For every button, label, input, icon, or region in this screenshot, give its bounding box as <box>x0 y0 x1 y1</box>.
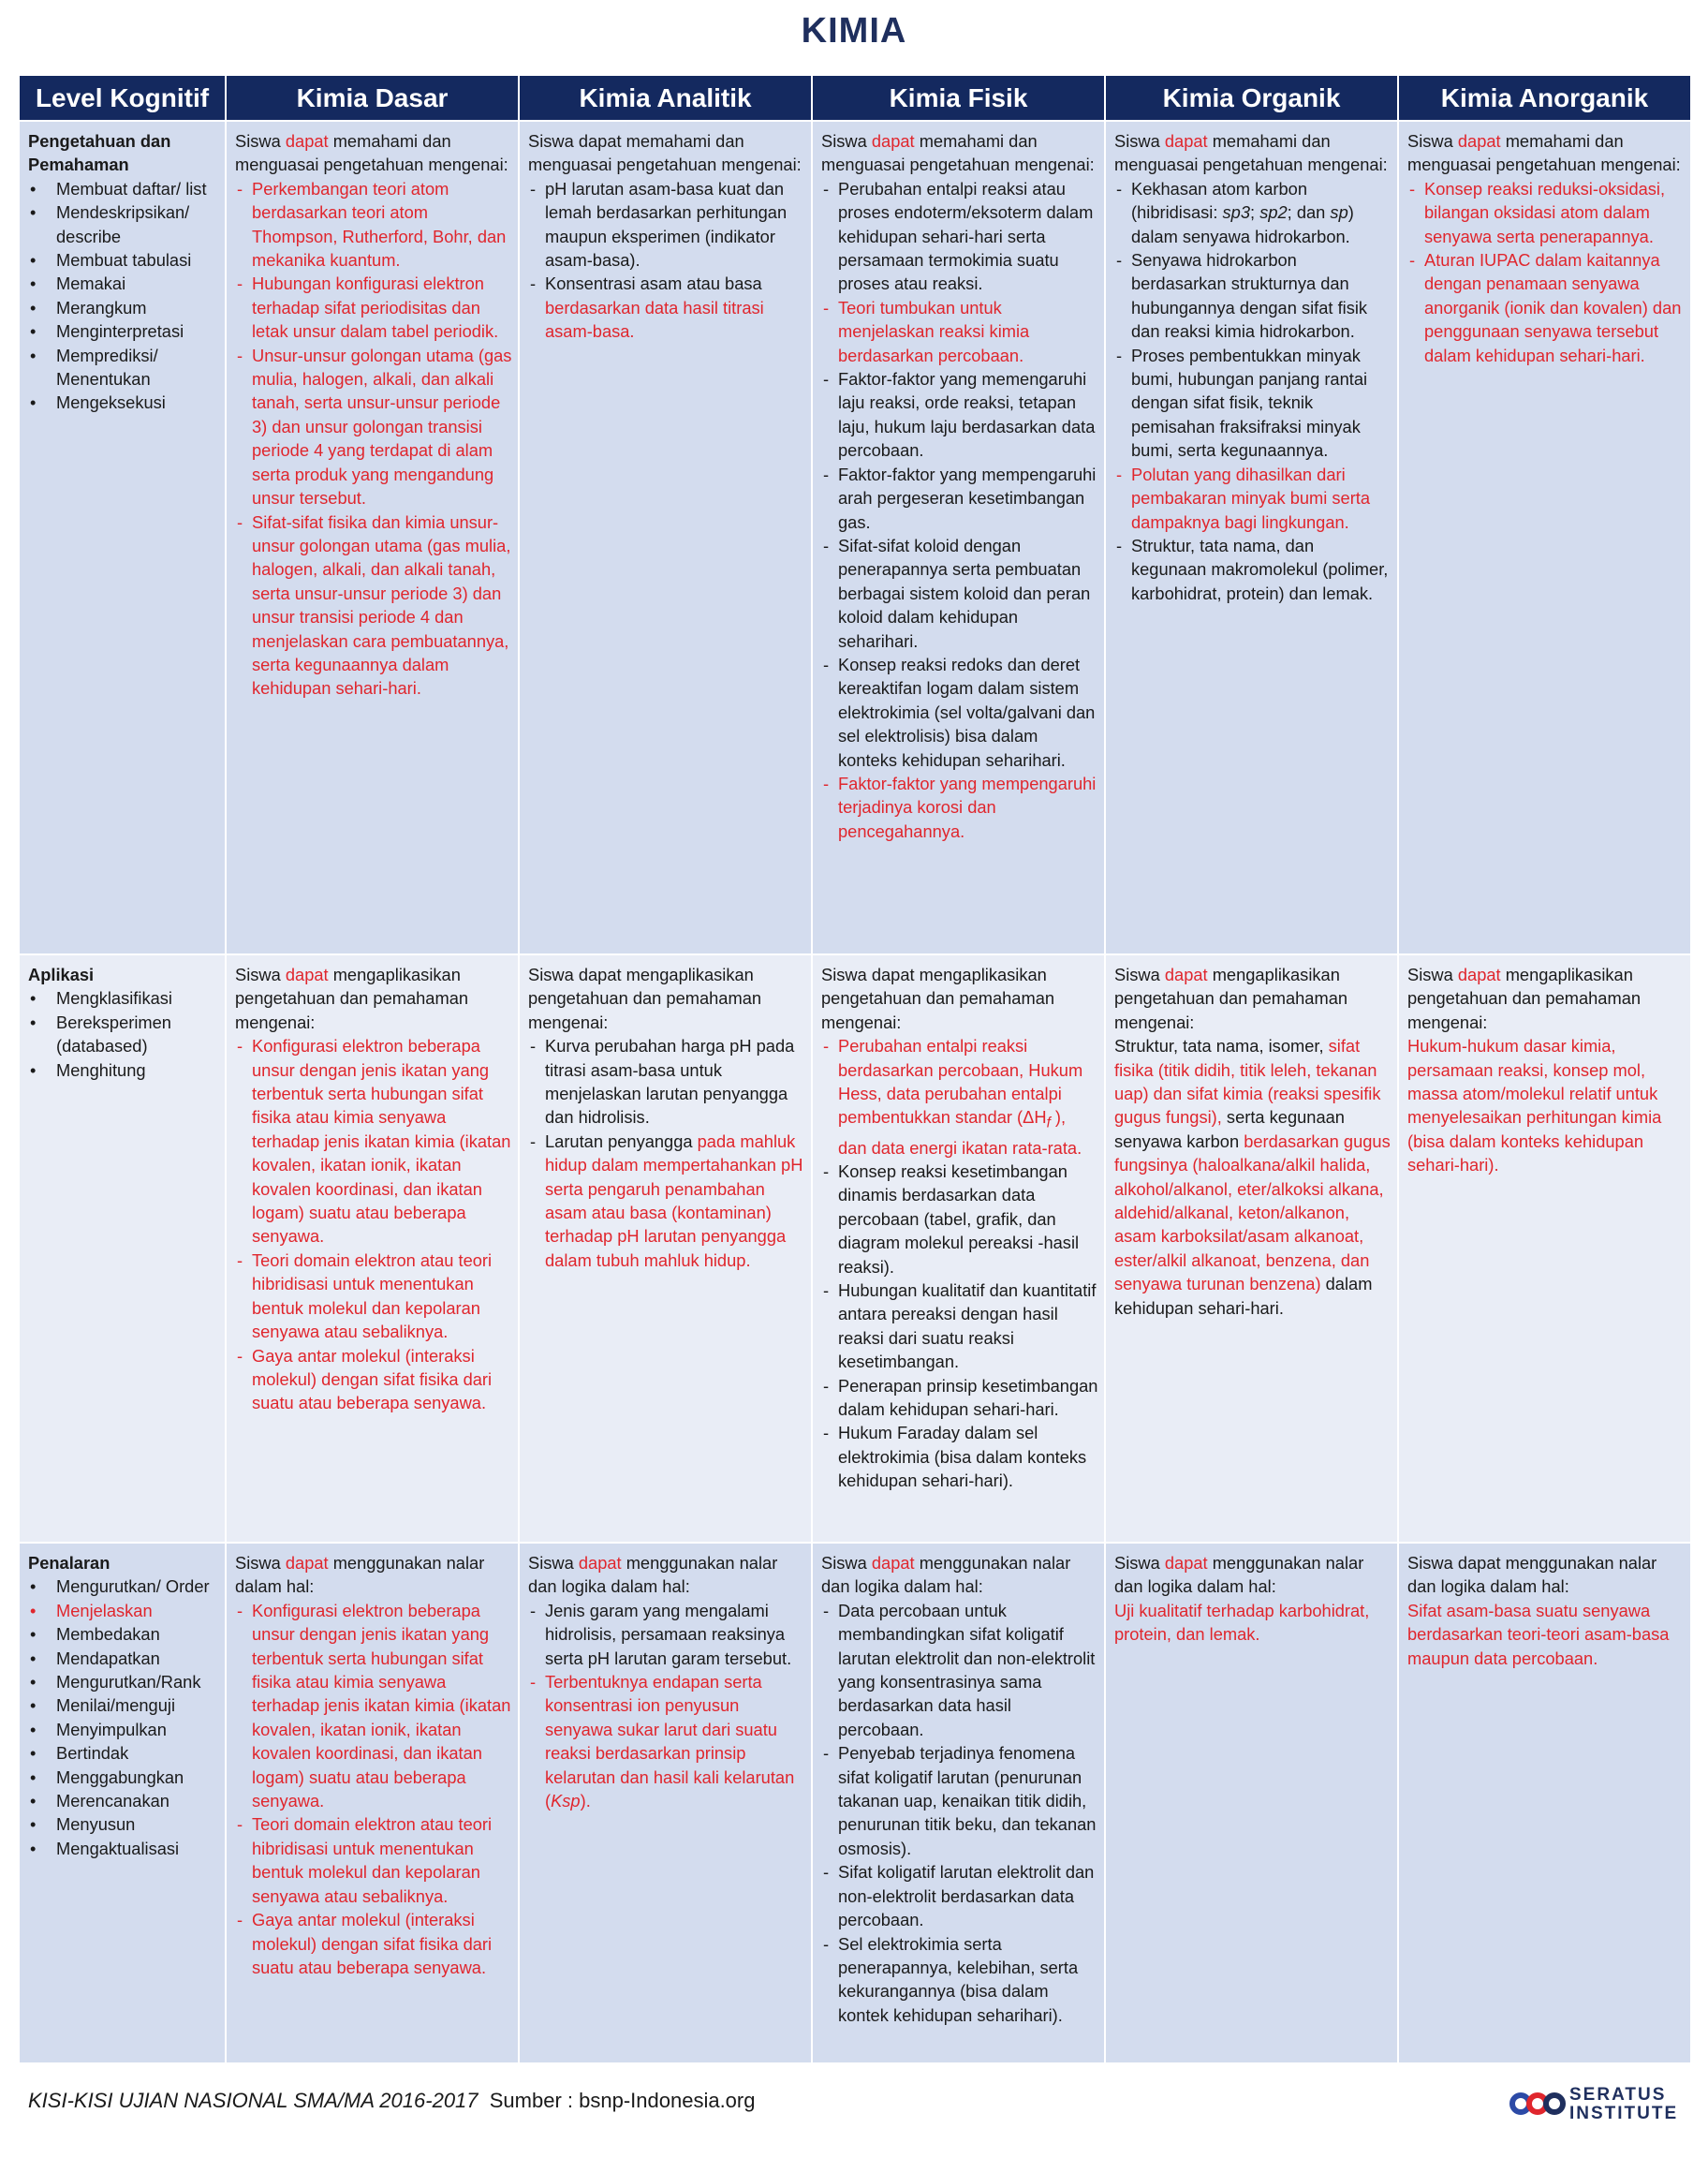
cell-item <box>528 1670 805 1812</box>
text-run: Hubungan konfigurasi elektron terhadap <box>252 273 484 318</box>
text-run: Data percobaan untuk membandingkan sifat koligatif larutan elektrolit dan non-elektrolit yang konsentrasinya sama berdasarkan data hasil percobaan. <box>838 1600 1096 1739</box>
text-run: sifat periodisitas dan letak unsur dalam tabel periodik. <box>252 297 499 342</box>
level-cell <box>19 1543 226 2063</box>
cell-intro <box>528 1551 805 1599</box>
level-item: • Memakai <box>28 272 219 295</box>
level-item: • Membuat daftar/ list <box>28 177 219 200</box>
italic-text: f <box>1046 1116 1051 1132</box>
text-run: sifat fisika (titik didih, titik leleh, tekanan uap) dan sifat kimia (reaksi spesifik gugus fungsi), <box>1114 1036 1381 1128</box>
cell-item <box>1114 177 1391 248</box>
text-run: Siswa <box>1114 1553 1165 1573</box>
cell-intro <box>528 129 805 177</box>
text-run: dapat <box>285 131 329 151</box>
text-run: Siswa dapat mengaplikasikan pengetahuan dan pemahaman mengenai: <box>821 965 1055 1032</box>
level-item: • Memprediksi/ Menentukan <box>28 344 219 392</box>
text-run: dapat <box>1164 131 1208 151</box>
level-item: • Menggabungkan <box>28 1766 219 1789</box>
cell-kimia-dasar <box>226 954 519 1543</box>
text-run: dapat <box>1457 965 1501 984</box>
level-item: • Merencanakan <box>28 1789 219 1812</box>
cell-item <box>528 272 805 343</box>
text-run: Penyebab terjadinya fenomena sifat koligatif larutan (penurunan takanan uap, kenaikan titik didih, penurunan titik beku, dan tekanan osmosis). <box>838 1743 1097 1858</box>
cell-item <box>235 177 512 273</box>
cell-body <box>1114 1034 1391 1320</box>
level-item: • Mengklasifikasi <box>28 986 219 1010</box>
cell-kimia-fisik <box>812 121 1105 954</box>
text-run: menggunakan nalar dan logika dalam hal: <box>1114 1553 1364 1597</box>
cell-item <box>821 367 1098 463</box>
kisi-table <box>18 74 1692 2064</box>
cell-body <box>1407 1599 1685 1670</box>
cell-items <box>821 1034 1098 1492</box>
cell-item <box>235 1344 512 1415</box>
table-row <box>19 1543 1691 2063</box>
header-kimia-organik: Kimia Organik <box>1105 75 1398 121</box>
text-run: prinsip kelarutan dan hasil kali kelarutan ( <box>545 1743 795 1811</box>
level-item: • Menyimpulkan <box>28 1718 219 1741</box>
footer-exam-title: KISI-KISI UJIAN NASIONAL SMA/MA 2016-2017 <box>28 2089 479 2112</box>
level-item: • Bertindak <box>28 1741 219 1765</box>
level-cell <box>19 121 226 954</box>
cell-item <box>235 1249 512 1344</box>
cell-kimia-anorganik <box>1398 121 1691 954</box>
table-row <box>19 954 1691 1543</box>
level-item: • Membuat tabulasi <box>28 248 219 272</box>
text-run: ), dan data energi ikatan rata-rata. <box>838 1107 1082 1158</box>
cell-kimia-anorganik <box>1398 1543 1691 2063</box>
text-run: ; <box>1250 202 1260 223</box>
text-run: Teori tumbukan untuk menjelaskan reaksi kimia berdasarkan percobaan. <box>838 297 1030 365</box>
cell-item <box>821 296 1098 367</box>
text-run: Kurva perubahan harga pH pada titrasi asam-basa untuk menjelaskan larutan penyangga dan hidrolisis. <box>545 1036 795 1128</box>
text-run: Aturan IUPAC dalam kaitannya dengan penamaan senyawa anorganik (ionik dan kovalen) dan penggunaan senyawa tersebut dalam kehidupan sehari-hari. <box>1424 250 1682 365</box>
cell-item <box>1114 248 1391 344</box>
logo-line-2: INSTITUTE <box>1569 2104 1679 2123</box>
header-kimia-dasar: Kimia Dasar <box>226 75 519 121</box>
text-run: dapat <box>285 1553 329 1573</box>
text-run: Senyawa hidrokarbon berdasarkan strukturnya dan hubungannya dengan sifat fisik dan reaksi kimia hidrokarbon. <box>1131 250 1368 342</box>
text-run: menggunakan nalar dan logika dalam hal: <box>821 1553 1071 1597</box>
header-level-kognitif: Level Kognitif <box>19 75 226 121</box>
header-row <box>19 75 1691 121</box>
cell-kimia-organik <box>1105 121 1398 954</box>
level-item: • Menjelaskan <box>28 1599 219 1622</box>
text-run: Siswa <box>235 1553 286 1573</box>
level-item: • Mengurutkan/Rank <box>28 1670 219 1693</box>
text-run: Polutan yang dihasilkan dari pembakaran minyak bumi serta dampaknya bagi lingkungan. <box>1131 464 1371 532</box>
text-run: dalam kehidupan sehari-hari. <box>1114 1274 1373 1318</box>
text-run <box>1223 202 1250 222</box>
text-run: Siswa <box>235 965 286 984</box>
text-run: Teori domain elektron atau teori hibridisasi untuk menentukan bentuk molekul dan kepolaran senyawa atau sebaliknya. <box>252 1814 493 1906</box>
text-run: Siswa dapat menggunakan nalar dan logika dalam hal: <box>1407 1553 1657 1597</box>
cell-item <box>821 1741 1098 1860</box>
text-run: berdasarkan gugus fungsinya (haloalkana/alkil halida, alkohol/alkanol, eter/alkoksi alkana, aldehid/alkanal, keton/alkanon, asam karboksilat/asam alkanoat, ester/alkil alkanoat, benzena, dan senyawa turunan benzena) <box>1114 1131 1391 1294</box>
cell-item <box>235 510 512 701</box>
cell-item <box>235 272 512 343</box>
page-title: KIMIA <box>801 11 907 51</box>
cell-items <box>821 1599 1098 2027</box>
cell-item <box>1114 463 1391 534</box>
cell-kimia-fisik <box>812 954 1105 1543</box>
cell-kimia-dasar <box>226 121 519 954</box>
text-run: ) dalam senyawa hidrokarbon. <box>1131 202 1354 246</box>
cell-item <box>821 1932 1098 2028</box>
text-run: Kekhasan atom karbon (hibridisasi: <box>1131 178 1308 223</box>
cell-intro <box>235 129 512 177</box>
cell-body <box>1114 1599 1391 1647</box>
cell-item <box>821 1860 1098 1931</box>
cell-item <box>821 177 1098 296</box>
header-kimia-anorganik: Kimia Anorganik <box>1398 75 1691 121</box>
text-run: dapat <box>578 1553 622 1573</box>
text-run: Hukum-hukum dasar kimia, persamaan reaksi, konsep mol, massa atom/molekul relatif untuk menyelesaikan perhitungan kimia (bisa dalam konteks kehidupan sehari-hari). <box>1407 1036 1662 1175</box>
text-run: Unsur-unsur golongan utama (gas mulia, halogen, alkali, dan alkali tanah, serta unsur-unsur periode 3) dan unsur golongan transisi periode 4 yang terdapat di alam serta produk yang mengandung unsur tersebut. <box>252 345 512 509</box>
text-run: Sel elektrokimia serta penerapannya, kelebihan, serta kekurangannya (bisa dalam kontek kehidupan seharihari). <box>838 1933 1079 2025</box>
table-row <box>19 121 1691 954</box>
cell-items <box>1114 177 1391 605</box>
cell-item <box>235 1908 512 1979</box>
text-run <box>551 1791 581 1811</box>
logo-rings-icon <box>1509 2087 1566 2121</box>
cell-intro <box>528 963 805 1034</box>
header-kimia-fisik: Kimia Fisik <box>812 75 1105 121</box>
level-title: Pengetahuan dan Pemahaman <box>28 131 171 175</box>
text-run: Siswa <box>821 1553 872 1573</box>
text-run: Gaya antar molekul (interaksi molekul) dengan sifat fisika dari suatu atau beberapa senyawa. <box>252 1345 493 1413</box>
cell-items <box>821 177 1098 843</box>
text-run: Penerapan prinsip kesetimbangan dalam kehidupan sehari-hari. <box>838 1375 1098 1419</box>
level-title: Penalaran <box>28 1553 110 1573</box>
cell-intro <box>1407 963 1685 1034</box>
cell-intro <box>1114 129 1391 177</box>
text-run: Jenis garam yang mengalami hidrolisis, persamaan reaksinya serta pH larutan garam tersebut. <box>545 1600 792 1668</box>
cell-intro <box>1114 1551 1391 1599</box>
seratus-institute-logo <box>1509 2085 1678 2122</box>
level-item: • Mendeskripsikan/ describe <box>28 200 219 248</box>
text-run: Konsep reaksi redoks dan deret kereaktifan logam dalam sistem elektrokimia (sel volta/galvani dan sel elektrolisis) bisa dalam konteks kehidupan seharihari. <box>838 654 1096 770</box>
cell-kimia-dasar <box>226 1543 519 2063</box>
text-run: Faktor-faktor yang mempengaruhi terjadinya korosi dan pencegahannya. <box>838 773 1097 841</box>
text-run: dapat <box>1164 965 1208 984</box>
text-run: mengaplikasikan pengetahuan dan pemahaman mengenai: <box>1407 965 1642 1032</box>
level-item: • Mendapatkan <box>28 1647 219 1670</box>
cell-kimia-organik <box>1105 954 1398 1543</box>
level-items <box>28 986 219 1082</box>
text-run: Sifat-sifat fisika dan kimia unsur-unsur golongan utama (gas mulia, halogen, alkali, dan alkali tanah, serta unsur-unsur periode 3) dan unsur transisi periode 4 dan menjelaskan cara pembuatannya, serta kegunaannya dalam kehidupan sehari-hari. <box>252 511 511 699</box>
cell-item <box>821 1421 1098 1492</box>
text-run: Siswa <box>1114 965 1165 984</box>
text-run: Siswa <box>1407 965 1458 984</box>
italic-text: sp <box>1330 202 1348 223</box>
footer-source <box>28 2089 755 2113</box>
italic-text: sp2 <box>1259 202 1288 223</box>
text-run: Struktur, tata nama, dan kegunaan makromolekul (polimer, karbohidrat, protein) dan lemak. <box>1131 535 1389 603</box>
cell-items <box>235 1599 512 1980</box>
text-run: pada mahluk hidup dalam mempertahankan pH serta pengaruh penambahan asam atau basa (kontaminan) terhadap pH larutan penyangga dalam tubuh mahluk hidup. <box>545 1131 803 1270</box>
cell-items <box>528 177 805 344</box>
cell-items <box>1407 177 1685 367</box>
text-run: Faktor-faktor yang mempengaruhi arah pergeseran kesetimbangan gas. <box>838 464 1097 532</box>
text-run: Faktor-faktor yang memengaruhi laju reaksi, orde reaksi, tetapan laju, hukum laju berdasarkan data percobaan. <box>838 369 1096 461</box>
cell-item <box>235 1812 512 1908</box>
text-run: memahami dan menguasai pengetahuan mengenai: <box>1114 131 1388 175</box>
cell-intro <box>821 1551 1098 1599</box>
text-run: dapat <box>871 1553 915 1573</box>
cell-intro <box>1407 1551 1685 1599</box>
level-item: • Menilai/menguji <box>28 1693 219 1717</box>
level-cell <box>19 954 226 1543</box>
text-run: dapat <box>1457 131 1501 151</box>
cell-items <box>235 1034 512 1415</box>
cell-item <box>821 1034 1098 1160</box>
text-run: Hukum Faraday dalam sel elektrokimia (bisa dalam konteks kehidupan sehari-hari). <box>838 1423 1087 1491</box>
level-item: • Mengeksekusi <box>28 391 219 414</box>
level-item: • Bereksperimen (databased) <box>28 1011 219 1058</box>
text-run <box>1330 202 1347 222</box>
cell-item <box>821 1599 1098 1741</box>
cell-items <box>235 177 512 701</box>
text-run: memahami dan menguasai pengetahuan mengenai: <box>821 131 1095 175</box>
header-kimia-analitik: Kimia Analitik <box>519 75 812 121</box>
text-run: Sifat-sifat koloid dengan penerapannya serta pembuatan berbagai sistem koloid dan peran koloid dalam kehidupan seharihari. <box>838 535 1091 651</box>
text-run: ikatan kimia (ikatan kovalen, ikatan ionik, ikatan kovalen koordinasi, dan ikatan logam) suatu atau beberapa senyawa. <box>252 1695 511 1811</box>
level-item: • Mengurutkan/ Order <box>28 1574 219 1598</box>
text-run: mengaplikasikan pengetahuan dan pemahaman mengenai: <box>235 965 469 1032</box>
text-run: dapat <box>871 131 915 151</box>
cell-intro <box>1114 963 1391 1034</box>
text-run: ikatan kimia (ikatan kovalen, ikatan ionik, ikatan kovalen koordinasi, dan ikatan logam) suatu atau beberapa senyawa. <box>252 1131 511 1247</box>
cell-item <box>528 1130 805 1272</box>
text-run: Proses pembentukkan minyak bumi, hubungan panjang rantai dengan sifat fisik, teknik pemisahan fraksifraksi minyak bumi, serta kegunaannya. <box>1131 345 1368 461</box>
text-run: Siswa <box>528 1553 579 1573</box>
cell-kimia-organik <box>1105 1543 1398 2063</box>
cell-item <box>821 1160 1098 1279</box>
cell-kimia-fisik <box>812 1543 1105 2063</box>
level-title: Aplikasi <box>28 965 95 984</box>
cell-item <box>821 534 1098 653</box>
text-run: dapat <box>285 965 329 984</box>
text-run: menggunakan nalar dan logika dalam hal: <box>528 1553 778 1597</box>
text-run: Terbentuknya endapan serta konsentrasi ion penyusun senyawa sukar larut dari suatu reaksi berdasarkan <box>545 1672 777 1764</box>
text-run: Larutan penyangga <box>545 1131 698 1151</box>
text-run: Sifat asam-basa suatu senyawa berdasarkan teori-teori asam-basa maupun data percobaan. <box>1407 1600 1670 1668</box>
level-item: • Menginterpretasi <box>28 319 219 343</box>
level-item: • Membedakan <box>28 1622 219 1646</box>
text-run: ). <box>580 1791 591 1811</box>
text-run: Perubahan entalpi reaksi berdasarkan percobaan, Hukum Hess, data perubahan entalpi pembentukkan standar (ΔH <box>838 1036 1083 1128</box>
text-run: Struktur, tata nama, isomer, <box>1114 1036 1329 1057</box>
cell-item <box>821 653 1098 772</box>
text-run: Konfigurasi elektron beberapa unsur dengan jenis ikatan yang terbentuk serta hubungan sifat fisika atau kimia senyawa terhadap jenis <box>252 1600 490 1716</box>
cell-item <box>821 1279 1098 1374</box>
cell-intro <box>821 963 1098 1034</box>
text-run: Hubungan kualitatif dan kuantitatif antara pereaksi dengan hasil reaksi dari suatu reaksi kesetimbangan. <box>838 1279 1097 1372</box>
cell-kimia-analitik <box>519 1543 812 2063</box>
cell-body <box>1407 1034 1685 1176</box>
text-run <box>1259 202 1287 222</box>
cell-item <box>528 177 805 273</box>
text-run: dapat <box>1164 1553 1208 1573</box>
level-item: • Mengaktualisasi <box>28 1837 219 1860</box>
cell-item <box>1114 344 1391 463</box>
text-run: Sifat koligatif larutan elektrolit dan non-elektrolit berdasarkan data percobaan. <box>838 1862 1095 1930</box>
cell-item <box>1407 177 1685 248</box>
italic-text: sp3 <box>1222 202 1251 223</box>
text-run: Siswa <box>235 131 286 151</box>
text-run: Konsentrasi asam atau basa <box>545 273 762 294</box>
cell-kimia-anorganik <box>1398 954 1691 1543</box>
text-run: serta kegunaan senyawa karbon <box>1114 1107 1345 1151</box>
text-run: Siswa <box>1407 131 1458 151</box>
text-run: Siswa dapat memahami dan menguasai pengetahuan mengenai: <box>528 131 802 175</box>
text-run: ; dan <box>1287 202 1331 223</box>
text-run: Konsep reaksi kesetimbangan dinamis berdasarkan data percobaan (tabel, grafik, dan diagram molekul pereaksi -hasil reaksi). <box>838 1160 1080 1277</box>
level-items <box>28 177 219 415</box>
text-run: Gaya antar molekul (interaksi molekul) dengan sifat fisika dari suatu atau beberapa senyawa. <box>252 1910 493 1977</box>
logo-line-1: SERATUS <box>1569 2085 1667 2105</box>
text-run: memahami dan menguasai pengetahuan mengenai: <box>235 131 508 175</box>
text-run: menggunakan nalar dalam hal: <box>235 1553 485 1597</box>
cell-items <box>528 1599 805 1813</box>
text-run: Konsep reaksi reduksi-oksidasi, bilangan oksidasi atom dalam senyawa serta penerapannya. <box>1424 178 1666 246</box>
text-run: Teori domain elektron atau teori hibridisasi untuk menentukan bentuk molekul dan kepolaran senyawa atau sebaliknya. <box>252 1249 493 1342</box>
level-items <box>28 1574 219 1860</box>
text-run: Perkembangan teori atom berdasarkan teori atom Thompson, Rutherford, Bohr, dan mekanika kuantum. <box>252 178 507 271</box>
cell-item <box>821 772 1098 843</box>
cell-intro <box>821 129 1098 177</box>
level-item: • Menyusun <box>28 1812 219 1836</box>
cell-kimia-analitik <box>519 954 812 1543</box>
text-run: berdasarkan data hasil titrasi asam-basa. <box>545 297 764 342</box>
cell-item <box>528 1599 805 1670</box>
cell-intro <box>235 963 512 1034</box>
cell-item <box>235 344 512 510</box>
text-run: memahami dan menguasai pengetahuan mengenai: <box>1407 131 1681 175</box>
text-run: mengaplikasikan pengetahuan dan pemahaman mengenai: <box>1114 965 1348 1032</box>
cell-item <box>528 1034 805 1130</box>
text-run: Konfigurasi elektron beberapa unsur dengan jenis ikatan yang terbentuk serta hubungan sifat fisika atau kimia senyawa terhadap jenis <box>252 1036 490 1151</box>
cell-intro <box>235 1551 512 1599</box>
cell-items <box>528 1034 805 1272</box>
text-run: Siswa <box>821 131 872 151</box>
cell-item <box>821 1374 1098 1422</box>
level-item: • Merangkum <box>28 296 219 319</box>
cell-kimia-analitik <box>519 121 812 954</box>
level-item: • Menghitung <box>28 1058 219 1082</box>
text-run: Siswa <box>1114 131 1165 151</box>
cell-item <box>235 1599 512 1813</box>
cell-item <box>1407 248 1685 367</box>
text-run: Uji kualitatif terhadap karbohidrat, protein, dan lemak. <box>1114 1600 1370 1645</box>
text-run: Perubahan entalpi reaksi atau proses endoterm/eksoterm dalam kehidupan sehari-hari serta persamaan termokimia suatu proses atau reaksi. <box>838 178 1094 294</box>
italic-text: Ksp <box>551 1791 581 1811</box>
footer-source-text: Sumber : bsnp-Indonesia.org <box>478 2089 756 2112</box>
cell-item <box>235 1034 512 1249</box>
cell-intro <box>1407 129 1685 177</box>
text-run: pH larutan asam-basa kuat dan lemah berdasarkan perhitungan maupun eksperimen (indikator asam-basa). <box>545 178 788 271</box>
text-run: Siswa dapat mengaplikasikan pengetahuan dan pemahaman mengenai: <box>528 965 762 1032</box>
cell-item <box>821 463 1098 534</box>
cell-item <box>1114 534 1391 605</box>
